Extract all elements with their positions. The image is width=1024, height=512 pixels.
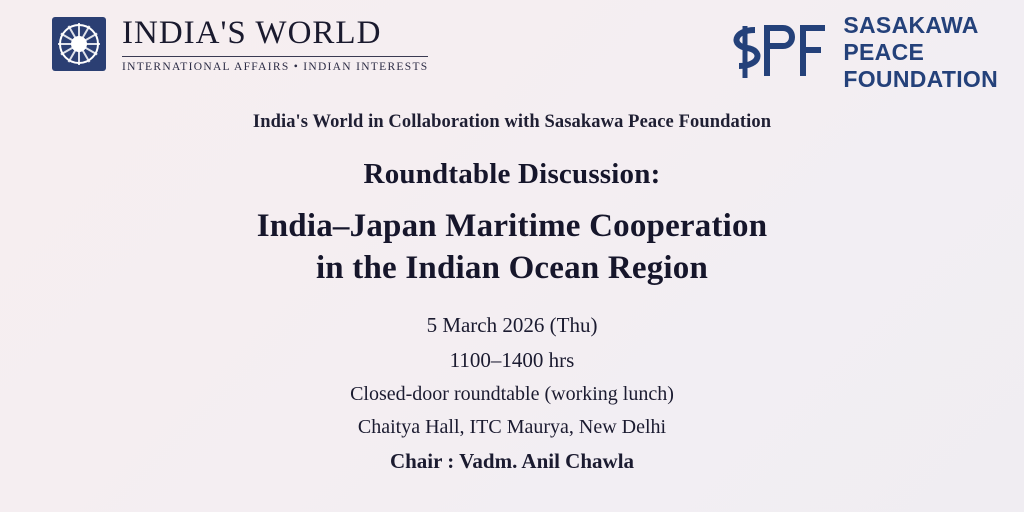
indias-world-name: INDIA'S WORLD: [122, 15, 382, 51]
sasakawa-peace-foundation-logo: [721, 12, 998, 93]
event-format: Closed-door roundtable (working lunch): [350, 383, 674, 405]
chakra-emblem-icon: [52, 17, 106, 71]
spf-line-1: SASAKAWA: [843, 12, 979, 38]
event-title-line-3: in the Indian Ocean Region: [315, 250, 709, 287]
event-title-line-2: India–Japan Maritime Cooperation: [256, 208, 768, 244]
wordmark-divider: [122, 56, 428, 57]
collaboration-line: India's World in Collaboration with Sasakawa Peace Foundation: [252, 112, 772, 132]
indias-world-tagline: INTERNATIONAL AFFAIRS • INDIAN INTERESTS: [122, 60, 429, 73]
event-venue: Chaitya Hall, ITC Maurya, New Delhi: [357, 416, 667, 438]
indias-world-logo: [52, 16, 428, 73]
event-date: 5 March 2026 (Thu): [426, 313, 598, 337]
event-details: [0, 313, 1024, 484]
spf-wordmark: [843, 12, 998, 93]
spf-line-3: FOUNDATION: [843, 65, 998, 92]
spf-monogram-icon: [721, 18, 833, 86]
event-title-line-1: Roundtable Discussion:: [363, 158, 661, 190]
event-chair: Chair : Vadm. Anil Chawla: [389, 449, 635, 473]
event-time: 1100–1400 hrs: [449, 348, 575, 372]
spf-line-2: PEACE: [843, 38, 925, 65]
indias-world-wordmark: [122, 16, 428, 73]
event-title: [0, 158, 1024, 289]
poster-header: [0, 0, 1024, 100]
